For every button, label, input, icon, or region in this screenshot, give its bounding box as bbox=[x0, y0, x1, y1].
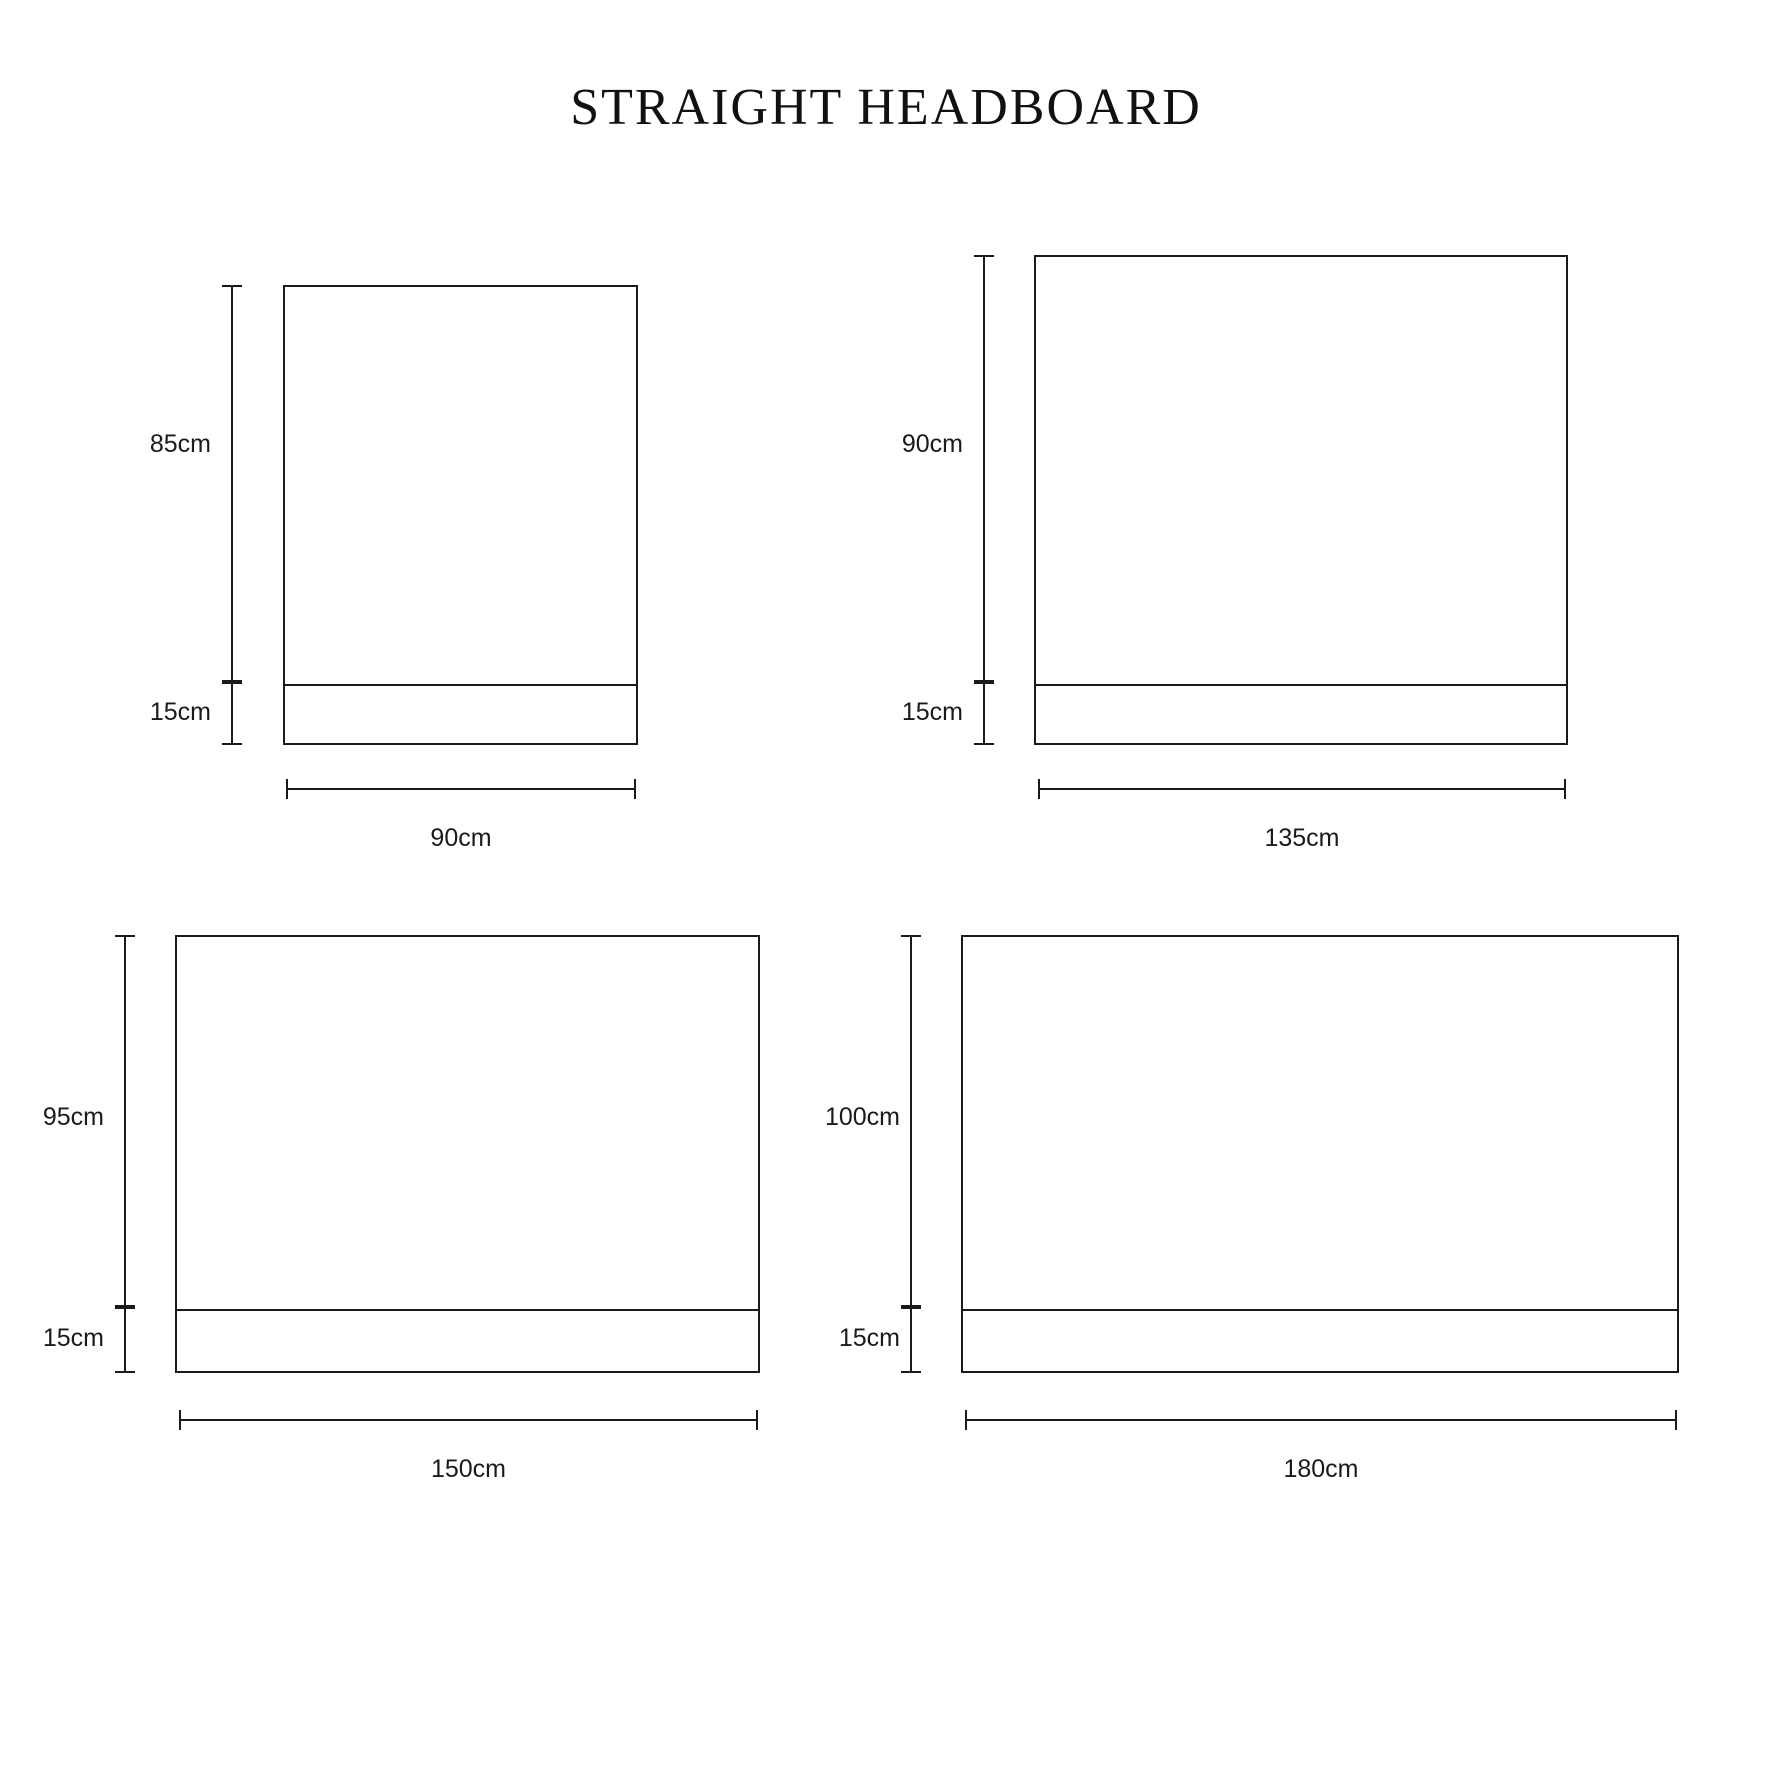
width-dimension-line bbox=[179, 1419, 758, 1421]
base-height-dimension-label: 15cm bbox=[42, 1324, 104, 1352]
page-title: STRAIGHT HEADBOARD bbox=[570, 79, 1202, 136]
base-height-dimension-line bbox=[231, 682, 233, 745]
base-height-dimension-line bbox=[910, 1307, 912, 1373]
width-dimension-label: 180cm bbox=[1283, 1455, 1359, 1483]
headboard-panel bbox=[961, 935, 1679, 1373]
width-dimension-line bbox=[965, 1419, 1677, 1421]
headboard-panel bbox=[175, 935, 760, 1373]
height-dimension-label: 85cm bbox=[149, 430, 211, 458]
width-dimension-label: 150cm bbox=[430, 1455, 507, 1483]
headboard-panel bbox=[283, 285, 638, 745]
headboard-base-divider bbox=[963, 1309, 1677, 1311]
base-height-dimension-line bbox=[983, 682, 985, 745]
headboard-diagram-single bbox=[0, 0, 886, 886]
headboard-panel bbox=[1034, 255, 1568, 745]
base-height-dimension-label: 15cm bbox=[149, 698, 211, 726]
base-height-dimension-label: 15cm bbox=[838, 1324, 900, 1352]
width-dimension-label: 135cm bbox=[1264, 824, 1340, 852]
base-height-dimension-label: 15cm bbox=[901, 698, 963, 726]
height-dimension-label: 100cm bbox=[824, 1103, 900, 1131]
headboard-base-divider bbox=[177, 1309, 758, 1311]
height-dimension-label: 95cm bbox=[42, 1103, 104, 1131]
width-dimension-label: 90cm bbox=[430, 824, 492, 852]
headboard-base-divider bbox=[1036, 684, 1566, 686]
headboard-diagram-super-king bbox=[824, 886, 1772, 1772]
headboard-diagram-double-small bbox=[886, 0, 1772, 886]
base-height-dimension-line bbox=[124, 1307, 126, 1373]
headboard-base-divider bbox=[285, 684, 636, 686]
height-dimension-line bbox=[910, 935, 912, 1307]
height-dimension-label: 90cm bbox=[901, 430, 963, 458]
height-dimension-line bbox=[124, 935, 126, 1307]
width-dimension-line bbox=[1038, 788, 1566, 790]
height-dimension-line bbox=[983, 255, 985, 682]
width-dimension-line bbox=[286, 788, 636, 790]
height-dimension-line bbox=[231, 285, 233, 682]
